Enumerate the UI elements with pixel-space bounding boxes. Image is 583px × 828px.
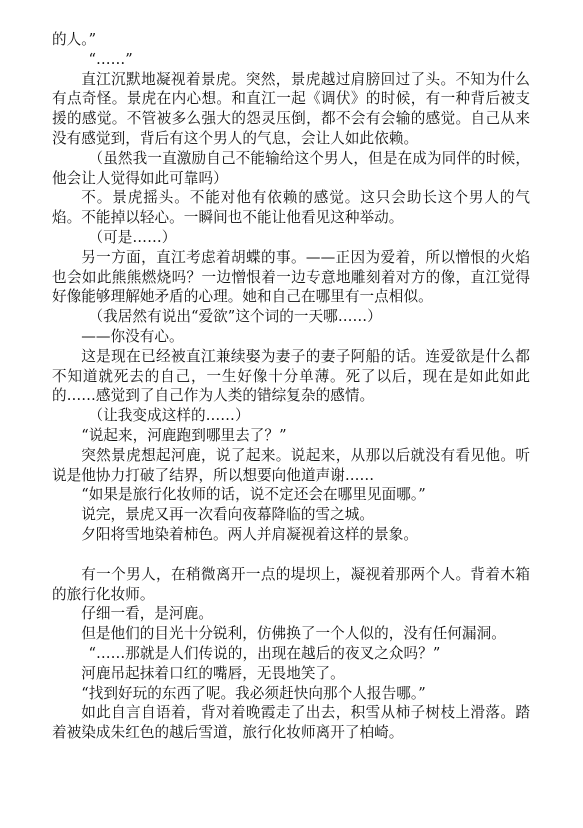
paragraph-11: （让我变成这样的……）: [88, 407, 250, 425]
paragraph-22: “找到好玩的东西了呢。我必须赶快向那个人报告哪。”: [81, 684, 426, 702]
paragraph-3: 直江沉默地凝视着景虎。突然，景虎越过肩膀回过了头。不知为什么有点奇怪。景虎在内心想。和直江一起《调伏》的时候，有一种背后被支援的感觉。不管被多么强大的怨灵压倒，都不会有会输的感觉。自己从来没有感觉到，背后有这个男人的气息，会让人如此依赖。: [52, 70, 530, 147]
paragraph-20: “……那就是人们传说的，出现在越后的夜叉之众吗？”: [88, 644, 441, 662]
paragraph-16: 夕阳将雪地染着柿色。两人并肩凝视着这样的景象。: [81, 525, 418, 543]
paragraph-4: （虽然我一直激励自己不能输给这个男人，但是在成为同伴的时候，他会让人觉得如此可靠吗）: [52, 149, 530, 187]
paragraph-8: （我居然有说出“爱欲”这个词的一天哪……）: [88, 308, 382, 326]
paragraph-23: 如此自言自语着，背对着晚霞走了出去，积雪从柿子树枝上滑落。踏着被染成朱红色的越后雪道，旅行化妆师离开了柏崎。: [52, 704, 530, 742]
paragraph-21: 河鹿吊起抹着口红的嘴唇，无畏地笑了。: [81, 664, 345, 682]
paragraph-6: （可是……）: [88, 228, 177, 246]
paragraph-2: “……”: [88, 50, 133, 68]
body-text: [52, 30, 530, 743]
paragraph-17: 有一个男人，在稍微离开一点的堤坝上，凝视着那两个人。背着木箱的旅行化妆师。: [52, 565, 530, 603]
paragraph-12: “说起来，河鹿跑到哪里去了？”: [81, 426, 287, 444]
paragraph-18: 仔细一看，是河鹿。: [81, 605, 213, 623]
paragraph-13: 突然景虎想起河鹿，说了起来。说起来，从那以后就没有看见他。听说是他协力打破了结界，所以想要向他道声谢……: [52, 446, 530, 484]
paragraph-15: 说完，景虎又再一次看向夜幕降临的雪之城。: [81, 506, 375, 524]
paragraph-14: “如果是旅行化妆师的话，说不定还会在哪里见面哪。”: [81, 486, 426, 504]
paragraph-9: ——你没有心。: [81, 327, 184, 345]
section-break: [52, 545, 530, 565]
paragraph-10: 这是现在已经被直江兼续娶为妻子的妻子阿船的话。连爱欲是什么都不知道就死去的自己，一生好像十分单薄。死了以后，现在是如此如此的……感觉到了自己作为人类的错综复杂的感情。: [52, 347, 530, 405]
paragraph-7: 另一方面，直江考虑着胡蝶的事。——正因为爱着，所以憎恨的火焰也会如此熊熊燃烧吗？一边憎恨着一边专意地雕刻着对方的像，直江觉得好像能够理解她矛盾的心理。她和自己在哪里有一点相似。: [52, 248, 530, 306]
paragraph-19: 但是他们的目光十分锐利，仿佛换了一个人似的，没有任何漏洞。: [81, 625, 506, 643]
paragraph-5: 不。景虎摇头。不能对他有依赖的感觉。这只会助长这个男人的气焰。不能掉以轻心。一瞬间也不能让他看见这种举动。: [52, 189, 530, 227]
paragraph-1: 的人。”: [52, 31, 97, 48]
